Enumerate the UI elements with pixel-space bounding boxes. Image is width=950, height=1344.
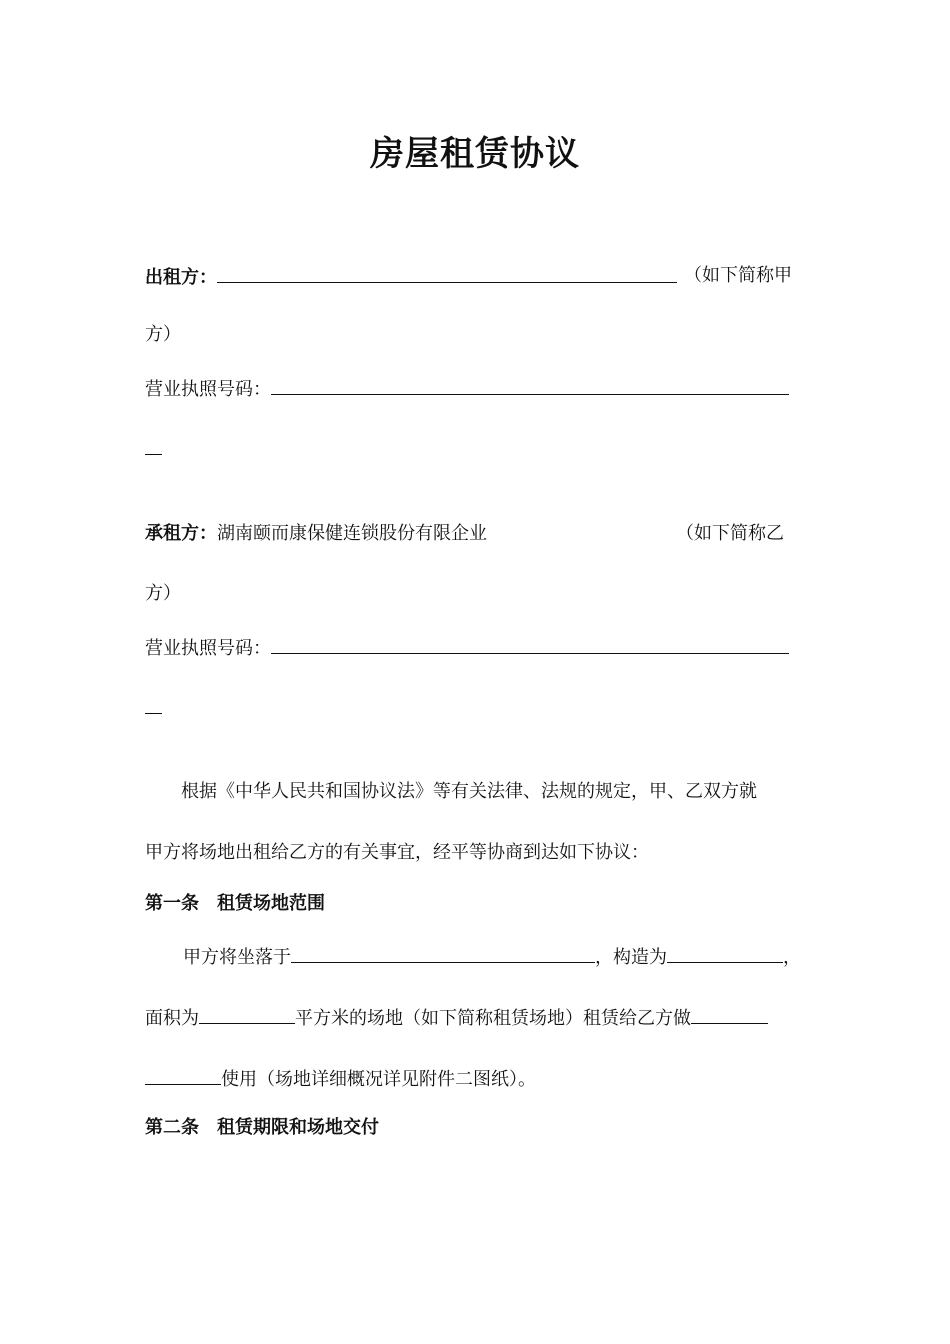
article-1-line-1: [183, 944, 801, 970]
lessee-name: 湖南颐而康保健连锁股份有限企业: [217, 523, 487, 544]
lessor-license-line: [145, 376, 789, 402]
preamble-line-1: 根据《中华人民共和国协议法》等有关法律、法规的规定，甲、乙双方就: [181, 781, 757, 802]
article-1-area-label: 面积为: [145, 1008, 199, 1029]
lessee-license-label: 营业执照号码：: [145, 638, 271, 659]
lessee-license-blank-cont: [145, 713, 162, 714]
lessor-license-label: 营业执照号码：: [145, 379, 271, 400]
article-1-usage-text: 使用（场地详细概况详见附件二图纸）。: [221, 1069, 536, 1090]
lessor-license-blank: [271, 376, 789, 395]
lessor-name-blank: [217, 264, 677, 283]
area-blank: [199, 1005, 295, 1024]
document-title: 房屋租赁协议: [370, 134, 580, 174]
lessee-suffix: （如下简称乙: [676, 523, 784, 544]
article-1-lease-text: 平方米的场地（如下简称租赁场地）租赁给乙方做: [295, 1008, 691, 1029]
article-2-heading: 第二条 租赁期限和场地交付: [145, 1117, 379, 1138]
article-1-heading: 第一条 租赁场地范围: [145, 893, 325, 914]
article-1-location-label: 甲方将坐落于: [183, 947, 291, 968]
lessee-label: 承租方：: [145, 523, 217, 544]
article-1-line-3: [145, 1066, 536, 1092]
lessee-license-blank: [271, 635, 789, 654]
lessor-suffix-cont: 方）: [145, 324, 181, 345]
structure-blank: [667, 944, 783, 963]
lessee-suffix-cont: 方）: [145, 583, 181, 604]
lessee-line: [145, 522, 487, 546]
preamble-line-2: 甲方将场地出租给乙方的有关事宜，经平等协商到达如下协议：: [145, 842, 649, 863]
lessor-license-blank-cont: [145, 454, 162, 455]
lessor-line: [145, 264, 677, 290]
article-1-structure-label: ，构造为: [595, 947, 667, 968]
location-blank: [291, 944, 595, 963]
lessee-license-line: [145, 635, 789, 661]
article-1-comma: ，: [783, 947, 801, 968]
lessor-suffix: （如下简称甲: [684, 265, 792, 286]
lessor-label: 出租方：: [145, 267, 217, 288]
usage-blank-cont: [145, 1066, 221, 1085]
article-1-line-2: [145, 1005, 768, 1031]
usage-blank: [691, 1005, 768, 1024]
